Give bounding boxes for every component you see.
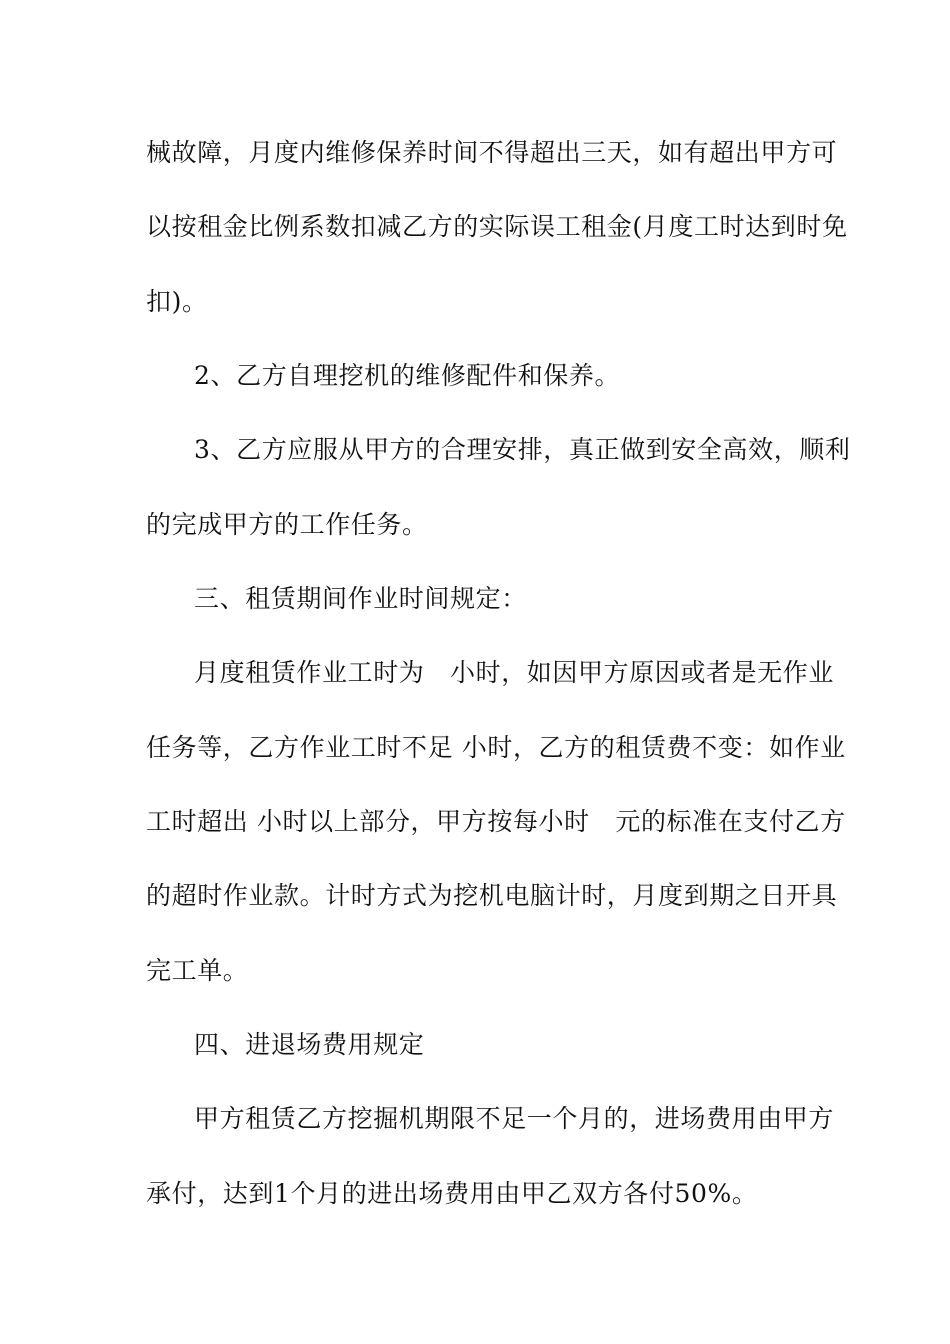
paragraph-line: 工时超出 小时以上部分，甲方按每小时 元的标准在支付乙方 xyxy=(146,807,846,836)
list-item-3: 3、乙方应服从甲方的合理安排，真正做到安全高效，顺利 xyxy=(194,435,851,464)
list-item-2: 2、乙方自理挖机的维修配件和保养。 xyxy=(194,361,621,390)
paragraph-line: 完工单。 xyxy=(146,956,249,985)
paragraph-line: 的完成甲方的工作任务。 xyxy=(146,510,428,539)
section-heading-4: 四、进退场费用规定 xyxy=(194,1030,425,1059)
section-heading-3: 三、租赁期间作业时间规定： xyxy=(194,584,527,613)
paragraph-line: 甲方租赁乙方挖掘机期限不足一个月的，进场费用由甲方 xyxy=(194,1104,835,1133)
paragraph-line: 扣)。 xyxy=(146,287,208,316)
paragraph-line: 以按租金比例系数扣减乙方的实际误工租金(月度工时达到时免 xyxy=(146,212,848,241)
paragraph-line: 承付，达到1个月的进出场费用由甲乙双方各付50%。 xyxy=(146,1179,758,1208)
paragraph-line: 任务等，乙方作业工时不足 小时，乙方的租赁费不变：如作业 xyxy=(146,733,846,762)
paragraph-line: 的超时作业款。计时方式为挖机电脑计时，月度到期之日开具 xyxy=(146,881,838,910)
paragraph-line: 械故障，月度内维修保养时间不得超出三天，如有超出甲方可 xyxy=(146,138,838,167)
paragraph-line: 月度租赁作业工时为 小时，如因甲方原因或者是无作业 xyxy=(194,658,835,687)
